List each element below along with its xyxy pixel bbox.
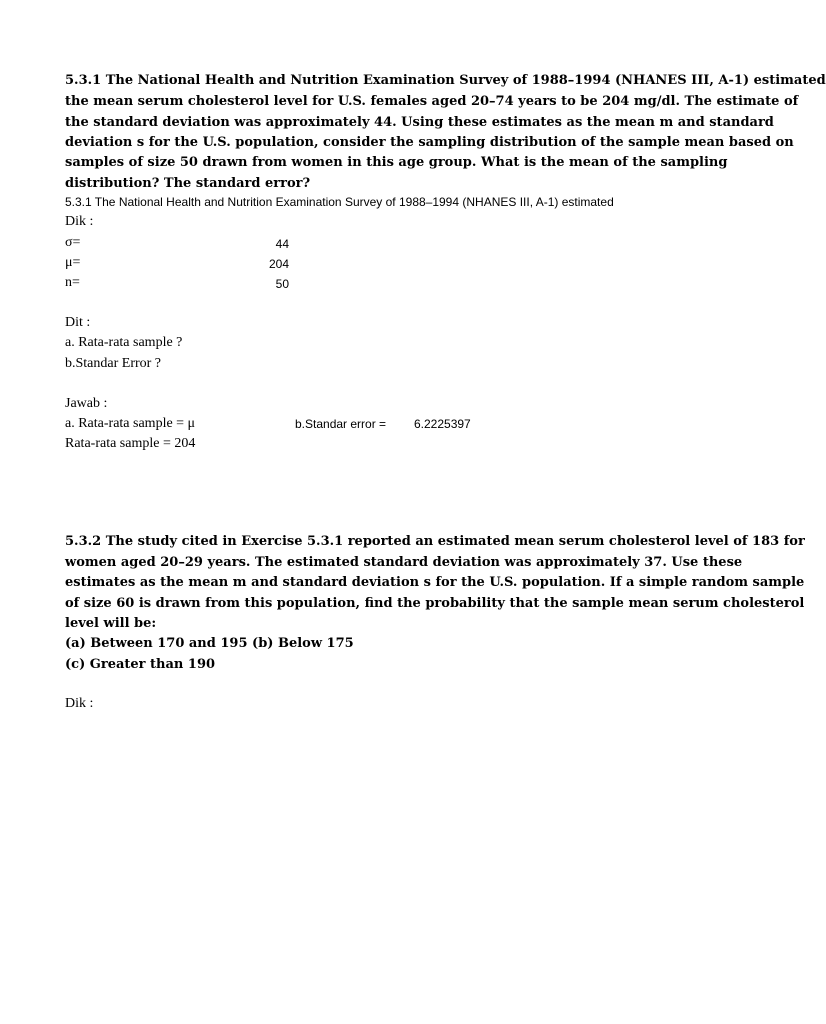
- q1-asked-b: b.Standar Error ?: [65, 356, 162, 371]
- q1-answer-a-line-1: a. Rata-rata sample = μ: [65, 416, 196, 431]
- given-n-label: n=: [65, 275, 80, 290]
- q1-title-line-6: distribution? The standard error?: [65, 176, 311, 191]
- q1-dit-label: Dit :: [65, 315, 91, 330]
- q1-title-line-5: samples of size 50 drawn from women in this age group. What is the mean of the sampling: [65, 155, 728, 170]
- q2-title-line-7: (c) Greater than 190: [65, 657, 216, 672]
- q1-asked-a: a. Rata-rata sample ?: [65, 335, 183, 350]
- q1-answer-a-line-2: Rata-rata sample = 204: [65, 436, 196, 451]
- q1-restated-title: 5.3.1 The National Health and Nutrition Examination Survey of 1988–1994 (NHANES III, A-1) estimated: [65, 195, 614, 209]
- given-mu-value: 204: [268, 257, 289, 271]
- q1-title-line-4: deviation s for the U.S. population, consider the sampling distribution of the sample mean based on: [65, 135, 794, 150]
- q1-title-line-2: the mean serum cholesterol level for U.S. females aged 20–74 years to be 204 mg/dl. The estimate of: [65, 94, 799, 109]
- q1-answer-b-value: 6.2225397: [414, 417, 471, 431]
- given-sigma-value: 44: [275, 237, 289, 251]
- given-sigma-label: σ=: [65, 235, 81, 250]
- q1-jawab-label: Jawab :: [65, 396, 108, 411]
- q1-answer-b-label: b.Standar error =: [295, 417, 387, 431]
- q2-title-line-6: (a) Between 170 and 195 (b) Below 175: [65, 636, 354, 651]
- q2-title-line-5: level will be:: [65, 616, 157, 631]
- q1-title-line-1: 5.3.1 The National Health and Nutrition Examination Survey of 1988–1994 (NHANES III, A-1) estimated: [65, 73, 826, 88]
- q1-dik-label: Dik :: [65, 214, 94, 229]
- q2-title-line-3: estimates as the mean m and standard deviation s for the U.S. population. If a simple random sample: [65, 575, 805, 590]
- q2-title-line-1: 5.3.2 The study cited in Exercise 5.3.1 reported an estimated mean serum cholesterol level of 183 for: [65, 534, 805, 549]
- given-mu-label: μ=: [65, 255, 81, 270]
- q2-dik-label: Dik :: [65, 696, 94, 711]
- q2-title-line-2: women aged 20–29 years. The estimated standard deviation was approximately 37. Use these: [65, 555, 743, 570]
- given-n-value: 50: [275, 277, 289, 291]
- q1-title-line-3: the standard deviation was approximately 44. Using these estimates as the mean m and standard: [65, 115, 774, 130]
- q2-title-line-4: of size 60 is drawn from this population, find the probability that the sample mean serum cholesterol: [65, 596, 805, 611]
